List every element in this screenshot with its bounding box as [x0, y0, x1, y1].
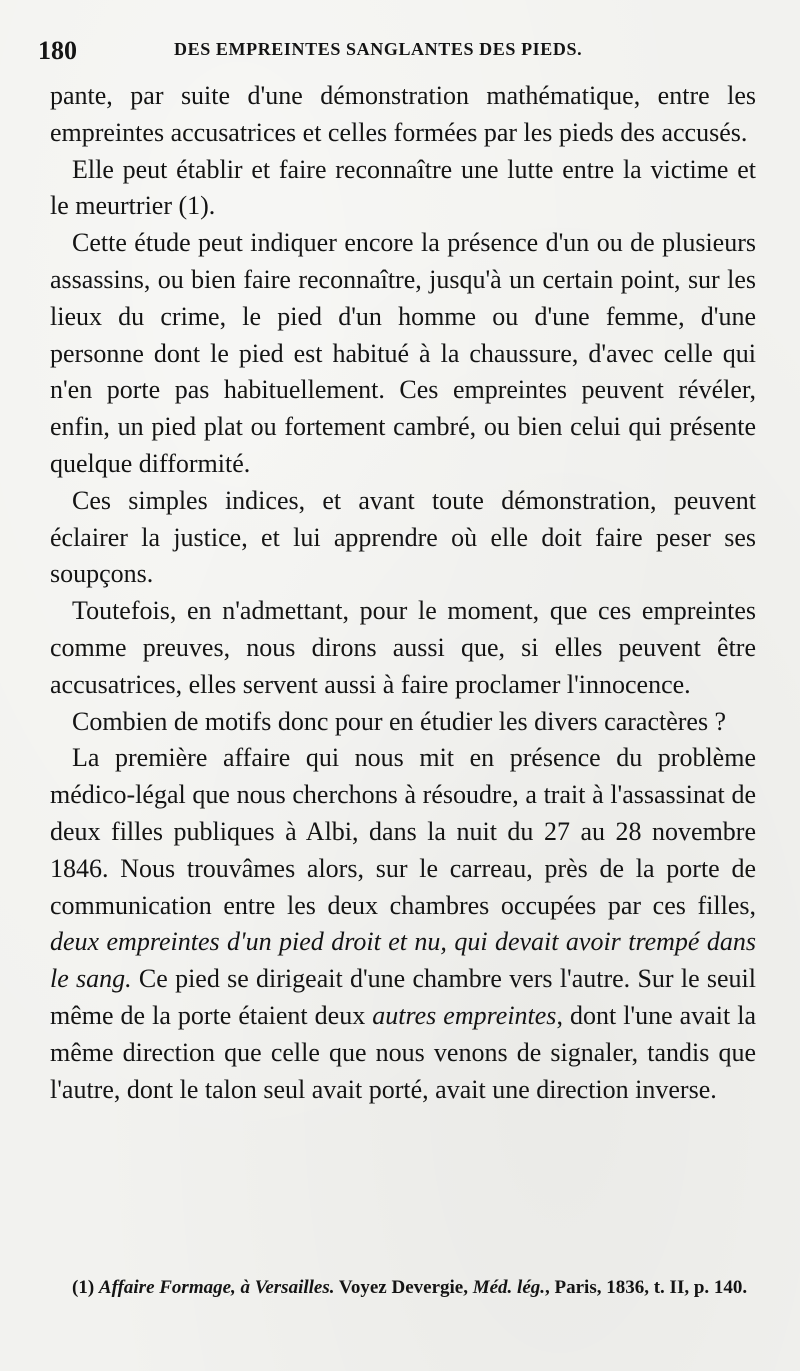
paragraph: [50, 225, 756, 483]
running-header: [38, 36, 758, 70]
paragraph: [50, 740, 756, 1108]
italic-text-run: Affaire Formage, à Versailles.: [98, 1277, 335, 1298]
page-number: 180: [38, 36, 77, 65]
text-run: , dont l'une avait la même direction que celle que nous venons de signaler, tandis que l'autre, dont le talon seul avait porté, avait une direction inverse.: [50, 1000, 757, 1104]
text-run: Toutefois, en n'admettant, pour le moment, que ces empreintes comme preuves, nous dirons aussi que, si elles peuvent être accusatrices, elles servent aussi à faire proclamer l'innocence.: [50, 596, 756, 699]
footnote-marker: (1): [72, 1277, 99, 1298]
running-title: DES EMPREINTES SANGLANTES DES PIEDS.: [174, 39, 583, 59]
footnote: [50, 1274, 764, 1302]
body-text: [50, 78, 756, 1108]
text-run: Ce pied se dirigeait d'une chambre vers l'autre. Sur le seuil même de la porte étaient deux: [50, 964, 756, 1030]
footnote-text: [50, 1274, 764, 1302]
paragraph: [50, 152, 756, 226]
italic-text-run: autres empreintes: [372, 1000, 557, 1030]
italic-text-run: Méd. lég.: [472, 1277, 546, 1298]
text-run: La première affaire qui nous mit en présence du problème médico-légal que nous cherchons à résoudre, a trait à l'assassinat de deux filles publiques à Albi, dans la nuit du 27 au 28 novembre 1846. Nous trouvâmes alors, sur le carreau, près de la porte de communication entre les deux chambres occupées par ces filles,: [50, 743, 756, 920]
paragraph: [50, 593, 756, 703]
text-run: Cette étude peut indiquer encore la présence d'un ou de plusieurs assassins, ou bien faire reconnaître, jusqu'à un certain point, sur les lieux du crime, le pied d'un homme ou d'une femme, d'une personne dont le pied est habitué à la chaussure, d'avec celle qui n'en porte pas habituellement. Ces empreintes peuvent révéler, enfin, un pied plat ou fortement cambré, ou bien celui qui présente quelque difformité.: [50, 228, 756, 478]
text-run: Voyez Devergie,: [334, 1277, 473, 1298]
text-run: Elle peut établir et faire reconnaître une lutte entre la victime et le meurtrier (1).: [50, 154, 756, 221]
text-run: , Paris, 1836, t. II, p. 140.: [545, 1277, 748, 1298]
text-run: Ces simples indices, et avant toute démonstration, peuvent éclairer la justice, et lui apprendre où elle doit faire peser ses soupçons.: [50, 485, 756, 589]
paragraph: [50, 78, 756, 152]
italic-text-run: deux empreintes d'un pied droit et nu, qui devait avoir trempé dans le sang.: [50, 927, 756, 994]
paragraph: [50, 704, 756, 741]
text-run: Combien de motifs donc pour en étudier les divers caractères ?: [72, 706, 727, 736]
paragraph: [50, 483, 756, 593]
text-run: pante, par suite d'une démonstration mathématique, entre les empreintes accusatrices et celles formées par les pieds des accusés.: [50, 81, 756, 147]
